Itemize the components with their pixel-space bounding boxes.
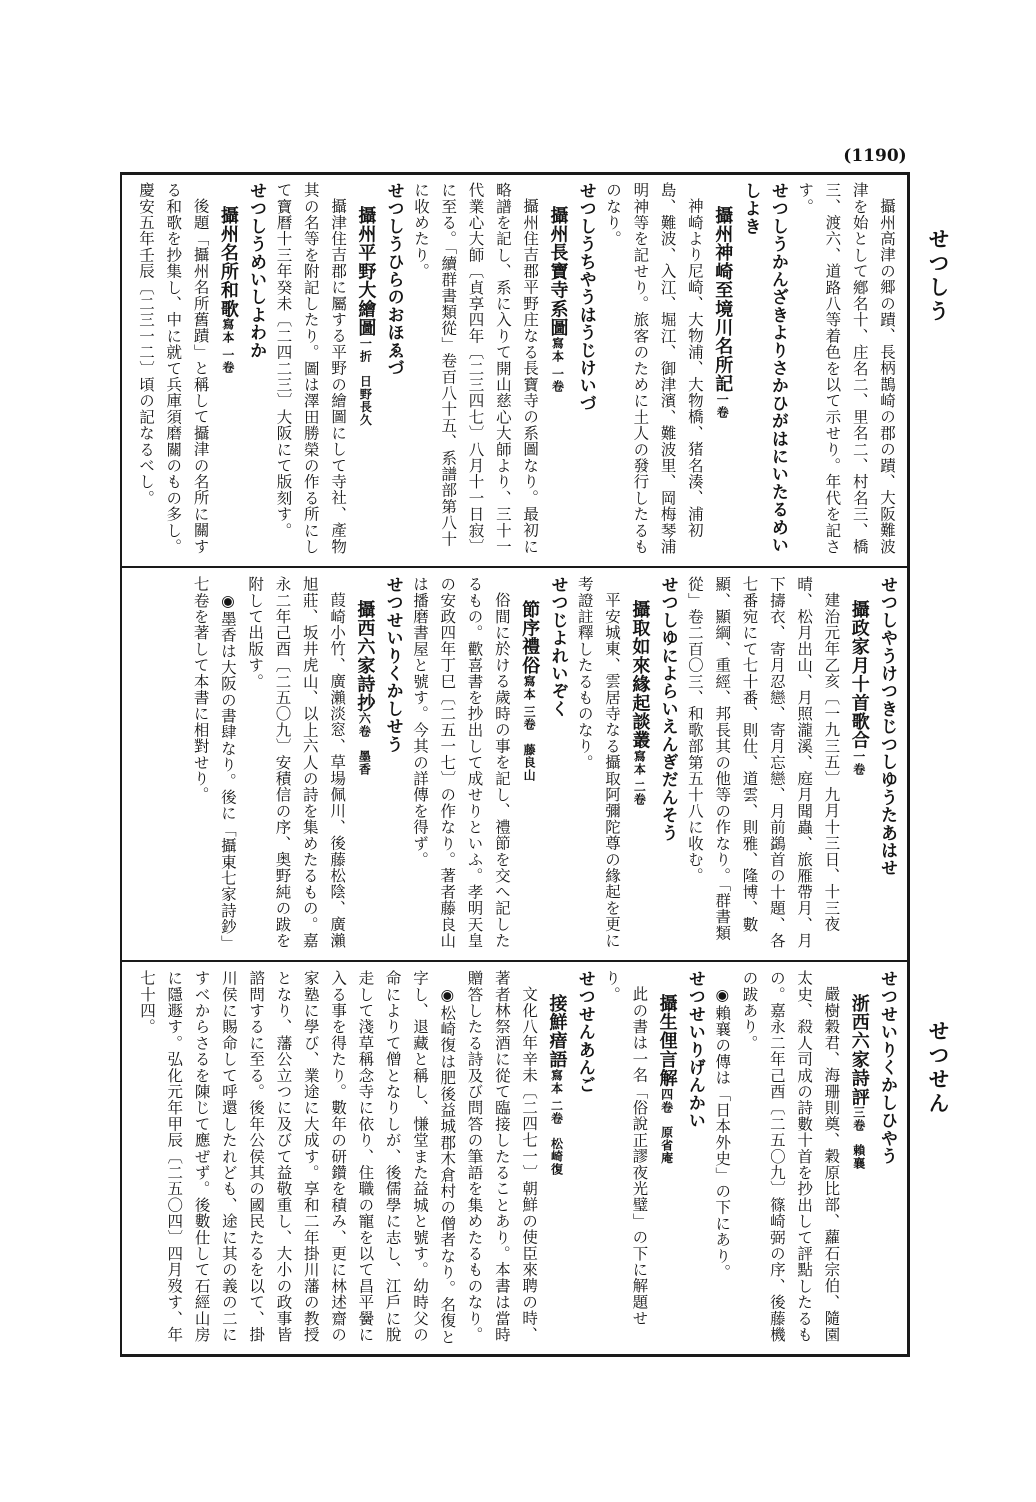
entry-title	[844, 970, 872, 1346]
band-divider-upper	[120, 566, 910, 568]
entry-title	[515, 576, 543, 952]
entry-body: 攝州住吉郡平野庄なる長寶寺の系圖なり。最初に略譜を記し、系に入りて開山慈心大師より、三十一代業心大師〔貞享四年〔二三四七〕八月十一日寂〕に至る。「續群書類從」卷百八十五、系譜部第八十に收めたり。	[411, 182, 540, 555]
entry-body: 平安城東、雲居寺なる攝取阿彌陀尊の緣起を更に考證註釋したるものなり。	[575, 576, 622, 948]
entry-reading: せつせいりくかしひやう	[877, 970, 897, 1165]
entry-reading: せつしうひらのおほゑづ	[383, 182, 404, 377]
entry-body: 建治元年乙亥〔一九三五〕九月十三日、十三夜晴、松月出山、月照瀧溪、庭月聞蟲、旅雁帶月、月下擣衣、寄月忍戀、寄月忘戀、月前鷁首の十題、各七番宛にて七十番、則仕、道雲、則雅、隆博、數顯、顯綱、重經、邦長其の他等の作なり。「群書類從」卷二百〇三、和歌部第五十八に收む。	[685, 576, 841, 949]
entry-reading: せつしうちやうはうじけいづ	[575, 182, 596, 413]
entry-title-text: 攝州名所和歌	[217, 206, 239, 319]
entry-title-text: 攝西六家詩抄	[354, 600, 376, 713]
frame-top-rule	[120, 172, 910, 175]
band-bottom	[128, 970, 900, 1346]
entry-body: ◉賴襄の傳は「日本外史」の下にあり。	[713, 985, 732, 1280]
entry-meta: 寫本 三卷 藤良山	[522, 674, 537, 782]
entry-reading: せつせいりくかしせう	[382, 576, 403, 753]
entry-meta: 寫本 一卷	[550, 336, 565, 393]
entry-body: 攝州高津の郷の蹟、長柄鵲崎の郡の蹟、大阪難波津を始として鄕名十、庄名二、里名二、村名三、橋三、渡六、道路八等着色を以て示せり。年代を記さす。	[796, 182, 896, 555]
entry-title-text: 接鮮瘖語	[546, 994, 568, 1069]
band-divider-lower	[120, 960, 910, 962]
entry-meta: 一卷	[715, 393, 730, 419]
entry-body: 嚴樹穀君、海珊則奠、穀原比部、蘿石宗伯、隨園太史、殺人司成の詩數十首を抄出して評點したるもの。嘉永二年己酉〔二五〇九〕篠崎弼の序、後藤機の跋あり。	[740, 970, 841, 1343]
entry-reading: せつしやうけつきじつしゆうたあはせ	[877, 576, 897, 877]
entry-title-text: 攝生俚言解	[656, 994, 678, 1088]
entry-title-text: 攝州平野大繪圖	[355, 206, 377, 337]
entry-meta: 一折 日野長久	[358, 336, 373, 426]
entry-meta: 三卷 賴襄	[851, 1106, 866, 1170]
frame-right-rule	[907, 172, 910, 1357]
page-number: (1190)	[843, 146, 907, 166]
entry-title	[543, 182, 571, 558]
entry-title	[214, 182, 242, 558]
frame-left-rule	[120, 172, 122, 1357]
entry-meta: 寫本 二卷	[632, 749, 647, 806]
entry-meta: 寫本 一卷	[220, 318, 235, 374]
entry-body: 後題「攝州名所舊蹟」と稱して攝津の名所に關する和歌を抄集し、中に就て兵庫須磨關のもの多し。慶安五年壬辰〔二三一二〕頃の記なるべし。	[136, 182, 210, 555]
entry-title-text: 節序禮俗	[519, 600, 541, 675]
entry-reading: せつしゆによらいえんぎだんそう	[657, 576, 678, 842]
entry-meta: 四卷 原省庵	[659, 1087, 674, 1164]
entry-body: ◉松崎復は肥後益城郡木倉村の僧者なり。名復と字し、退藏と稱し、慊堂また益城と號す。幼時父の命によりて僧となりしが、後儒學に志し、江戶に脫走して淺草稱念寺に依り、住職の寵を以て昌平黌に入る事を得たり。數年の研鑽を積み、更に林述齋の家塾に學び、業途に大成す。享和二年掛川藩の教授となり、藩公立つに及びて益敬重し、大小の政事皆諮問するに至る。後年公侯其の國民たるを以て、掛川侯に賜命して呼還したれども、途に其の義の二にすべからさるを陳じて應ぜず。後數仕して石經山房に隱遯す。弘化元年甲辰〔二五〇四〕四月歿す、年七十四。	[137, 970, 457, 1345]
frame-bottom-rule	[120, 1354, 910, 1357]
entry-title	[708, 182, 736, 558]
header-label-left: せつせん	[926, 1020, 951, 1116]
entry-title	[542, 970, 570, 1346]
entry-body: 攝津住吉郡に屬する平野の繪圖にして寺社、產物其の名等を附記したり。圖は澤田勝榮の作る所にして寶曆十三年癸未〔二四二三〕大阪にて版刻す。	[274, 182, 348, 555]
entry-title	[844, 576, 872, 952]
header-label-right: せつしう	[926, 228, 951, 324]
entry-body: 文化八年辛未〔二四七一〕朝鮮の使臣來聘の時、著者林祭酒に從て臨接したることあり。本書は當時贈答したる詩及び問答の筆語を集めたるものなり。	[465, 970, 539, 1343]
entry-title-text: 攝政家月十首歌合	[848, 600, 870, 750]
entry-title	[652, 970, 680, 1346]
entry-reading: せつせいりげんかい	[684, 970, 705, 1130]
entry-body: 神崎より尼崎、大物浦、大物橋、猪名湊、浦初島、難波、入江、堀江、御津濱、難波里、岡梅琴浦明神等を記せり。旅客のために土人の發行したるものなり。	[604, 182, 704, 555]
entry-title	[350, 576, 378, 952]
entry-meta: 一卷	[851, 749, 866, 776]
entry-body: ◉墨香は大阪の書肆なり。後に「攝東七家詩鈔」七卷を著して本書に相對せり。	[191, 576, 237, 951]
entry-meta: 寫本 二卷 松崎復	[549, 1068, 564, 1176]
entry-reading: せつしうめいしよわか	[246, 182, 267, 359]
band-middle	[128, 576, 900, 952]
entry-title	[351, 182, 379, 558]
entry-body: 俗間に於ける歲時の事を記し、禮節を交へ記したるもの。歡喜書を抄出して成せりといふ。孝明天皇の安政四年丁巳〔二五一七〕の作なり。著者藤良山は播磨書屋と號す。今其の詳傳を得ず。	[410, 576, 511, 949]
entry-title-text: 浙西六家詩評	[848, 994, 870, 1107]
entry-title-text: 攝州神崎至境川名所記	[712, 206, 734, 393]
entry-title-text: 攝取如來緣起談叢	[629, 600, 651, 750]
entry-body: 葭崎小竹、廣瀨淡窓、草場佩川、後藤松陰、廣瀨旭莊、坂井虎山、以上六人の詩を集めたるもの。嘉永二年己酉〔二五〇九〕安積信の序、奥野純の跋を附して出版す。	[246, 576, 347, 949]
entry-reading: せつせんあんご	[574, 970, 595, 1094]
entry-reading: せつしうかんざきよりさかひがはにいたるめいしよき	[740, 182, 788, 554]
entry-meta: 六卷 墨香	[357, 712, 372, 776]
entry-title-text: 攝州長寶寺系圖	[547, 206, 569, 337]
band-top	[128, 182, 900, 558]
entry-reading: せつじよれいぞく	[547, 576, 568, 718]
entry-title	[625, 576, 653, 952]
entry-body: 此の書は一名「俗說正謬夜光璧」の下に解題せり。	[603, 970, 649, 1326]
